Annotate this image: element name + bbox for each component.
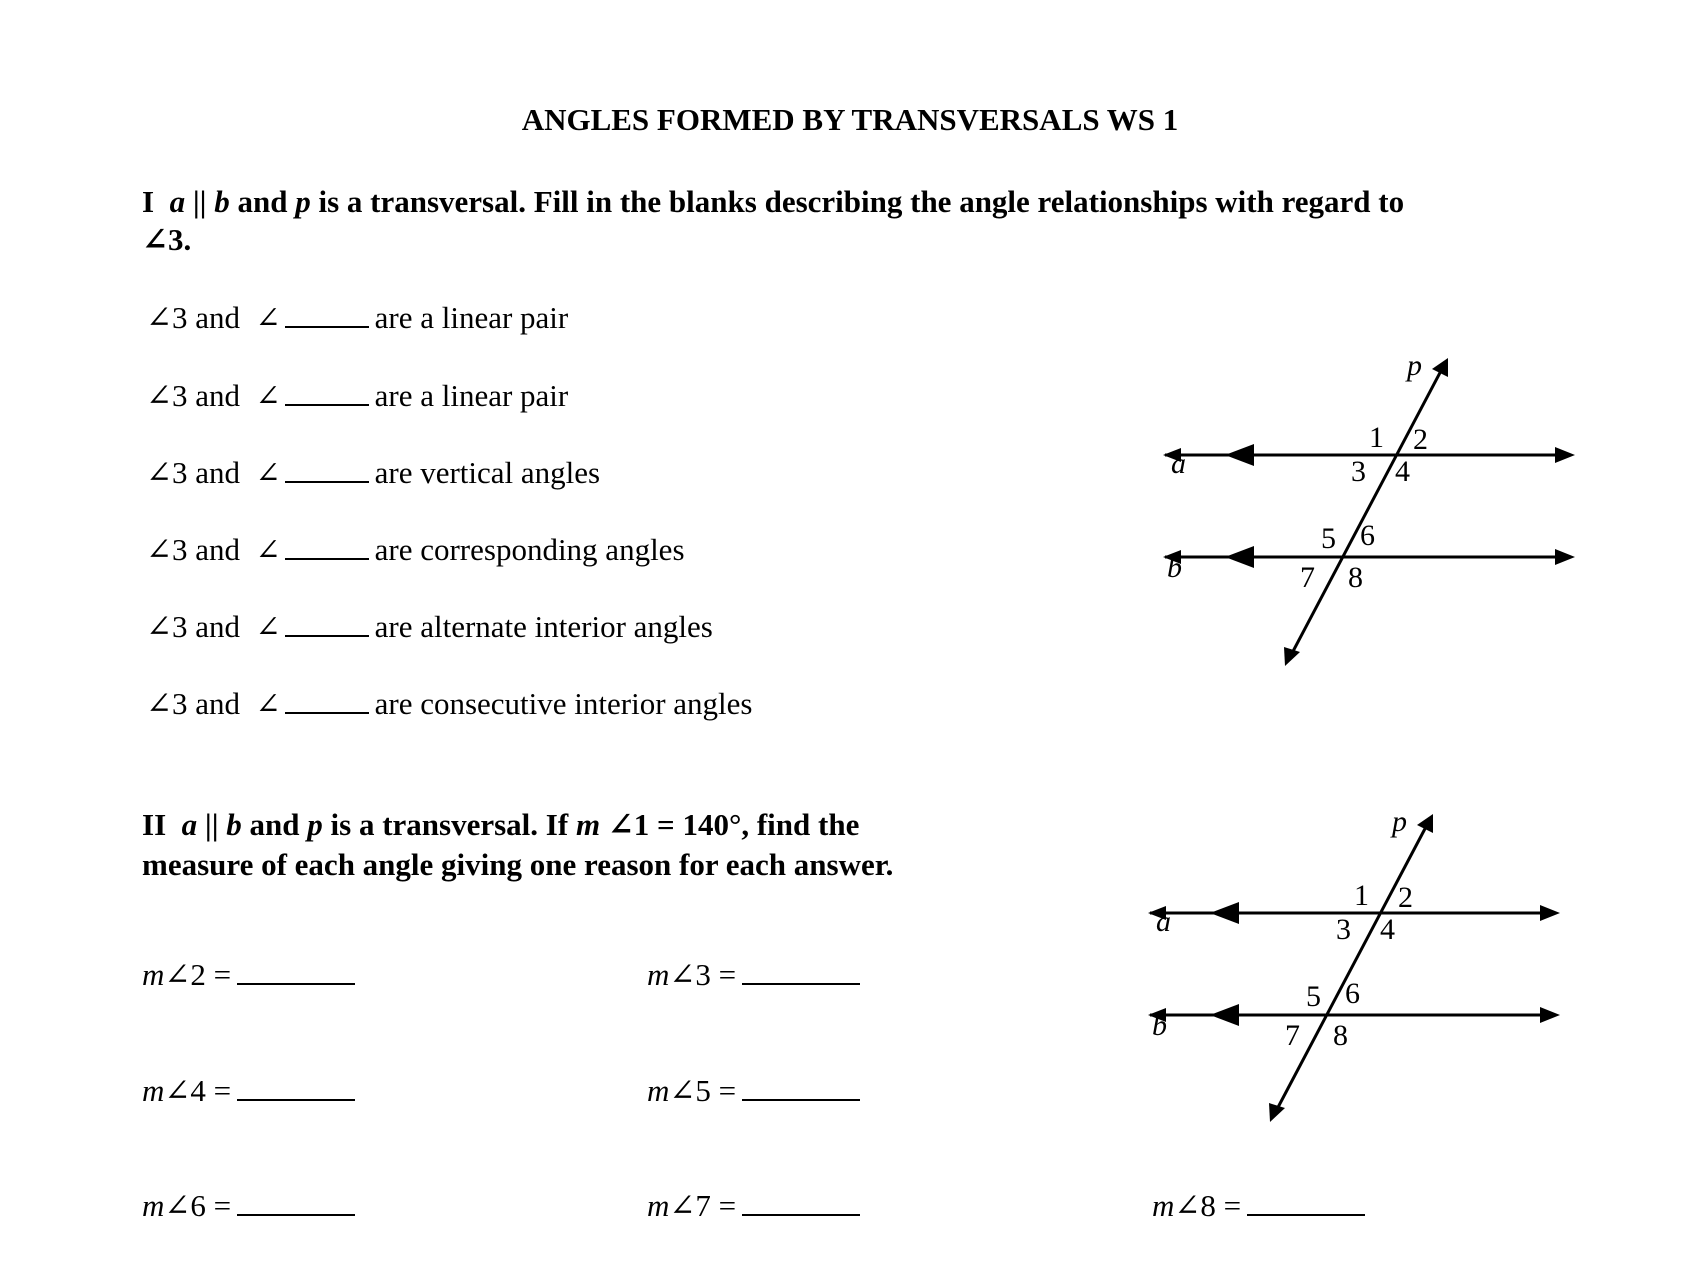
transversal-diagram-2 (1140, 805, 1560, 1120)
angle-label-2: 2 (1413, 423, 1428, 456)
answer-blank[interactable] (285, 403, 369, 406)
angle-label-2: 2 (1398, 881, 1413, 914)
angle-label-3: 3 (1336, 913, 1351, 946)
m-symbol: m (142, 1188, 165, 1223)
angle-symbol: ∠ (255, 534, 281, 567)
answer-blank[interactable] (237, 1098, 355, 1101)
label-line-a: a (1171, 447, 1186, 480)
section-2-condition: ∠1 = 140°, find the (607, 807, 860, 842)
answer-label: ∠7 = (669, 1188, 737, 1223)
section-1-line-1 (142, 183, 1404, 221)
transversal-line (1290, 367, 1443, 657)
section-1-var-a: a (169, 184, 186, 219)
answer-label: ∠8 = (1174, 1188, 1242, 1223)
answer-m8 (1152, 1188, 1365, 1224)
row-relation: are alternate interior angles (374, 609, 713, 644)
section-2-instructions (142, 805, 893, 885)
angle-label-4: 4 (1395, 455, 1410, 488)
answer-blank[interactable] (742, 1213, 860, 1216)
answer-blank[interactable] (742, 1098, 860, 1101)
angle-symbol: ∠ (255, 688, 281, 721)
angle-label-1: 1 (1369, 421, 1384, 454)
section-2-var-m: m (575, 807, 601, 842)
angle-label-6: 6 (1345, 977, 1360, 1010)
row-start: ∠3 and (146, 609, 240, 644)
row-start: ∠3 and (146, 378, 240, 413)
angle-label-7: 7 (1300, 561, 1315, 594)
section-2-var-a: a (181, 807, 198, 842)
answer-m5 (647, 1073, 860, 1109)
relation-row-6 (146, 686, 752, 722)
angle-label-3: 3 (1351, 455, 1366, 488)
arrowhead-b-right (1555, 549, 1575, 565)
answer-blank[interactable] (742, 982, 860, 985)
row-relation: are a linear pair (374, 378, 569, 413)
section-2-parallel: || (204, 807, 219, 842)
arrowhead-p-bottom (1269, 1103, 1285, 1122)
page-title: ANGLES FORMED BY TRANSVERSALS WS 1 (521, 102, 1179, 137)
arrowhead-b-right (1540, 1007, 1560, 1023)
section-1-line-2 (142, 221, 1404, 259)
section-1-numeral: I (142, 184, 155, 219)
m-symbol: m (647, 1188, 670, 1223)
angle-label-7: 7 (1285, 1019, 1300, 1052)
section-2-numeral: II (142, 807, 167, 842)
answer-m6 (142, 1188, 355, 1224)
answer-blank[interactable] (237, 982, 355, 985)
arrowhead-a-right (1555, 447, 1575, 463)
section-2-line-2: measure of each angle giving one reason for each answer. (142, 847, 894, 882)
answer-m4 (142, 1073, 355, 1109)
row-relation: are consecutive interior angles (374, 686, 753, 721)
answer-label: ∠3 = (669, 957, 737, 992)
transversal-line (1275, 823, 1428, 1113)
answer-blank[interactable] (285, 557, 369, 560)
section-2-and: and (249, 807, 300, 842)
section-2-var-p: p (307, 807, 323, 842)
relation-row-2 (146, 378, 568, 414)
angle-symbol: ∠ (255, 302, 281, 335)
section-2-text: is a transversal. If (330, 807, 569, 842)
relation-row-5 (146, 609, 713, 645)
answer-label: ∠5 = (669, 1073, 737, 1108)
m-symbol: m (1152, 1188, 1175, 1223)
m-symbol: m (142, 1073, 165, 1108)
answer-blank[interactable] (285, 634, 369, 637)
answer-blank[interactable] (285, 711, 369, 714)
parallel-marker-a (1210, 902, 1239, 924)
relation-row-3 (146, 455, 600, 491)
parallel-marker-a (1225, 444, 1254, 466)
row-start: ∠3 and (146, 686, 240, 721)
row-start: ∠3 and (146, 455, 240, 490)
answer-blank[interactable] (285, 325, 369, 328)
angle-label-8: 8 (1333, 1019, 1348, 1052)
parallel-marker-b (1210, 1004, 1239, 1026)
relation-row-4 (146, 532, 685, 568)
label-line-b: b (1167, 551, 1182, 584)
m-symbol: m (647, 957, 670, 992)
section-1-angle-number: 3. (167, 222, 192, 257)
answer-blank[interactable] (237, 1213, 355, 1216)
angle-symbol: ∠ (255, 457, 281, 490)
angle-label-5: 5 (1306, 980, 1321, 1013)
section-2-var-b: b (226, 807, 242, 842)
angle-label-6: 6 (1360, 519, 1375, 552)
angle-symbol: ∠ (255, 611, 281, 644)
m-symbol: m (142, 957, 165, 992)
angle-label-4: 4 (1380, 913, 1395, 946)
label-line-a: a (1156, 905, 1171, 938)
arrowhead-a-right (1540, 905, 1560, 921)
row-relation: are vertical angles (374, 455, 601, 490)
angle-label-1: 1 (1354, 879, 1369, 912)
answer-blank[interactable] (1247, 1213, 1365, 1216)
label-transversal: p (1407, 349, 1422, 382)
answer-m2 (142, 957, 355, 993)
section-1-and: and (237, 184, 288, 219)
answer-m3 (647, 957, 860, 993)
arrowhead-p-bottom (1284, 647, 1300, 666)
section-1-angle-symbol: ∠ (142, 222, 168, 257)
answer-blank[interactable] (285, 480, 369, 483)
section-1-instructions (142, 183, 1404, 259)
section-2-line-1 (142, 805, 893, 845)
row-relation: are corresponding angles (374, 532, 685, 567)
row-start: ∠3 and (146, 532, 240, 567)
angle-symbol: ∠ (255, 380, 281, 413)
row-relation: are a linear pair (374, 300, 569, 335)
parallel-marker-b (1225, 546, 1254, 568)
answer-label: ∠2 = (164, 957, 232, 992)
section-1-var-p: p (295, 184, 311, 219)
label-line-b: b (1152, 1009, 1167, 1042)
angle-label-8: 8 (1348, 561, 1363, 594)
section-1-parallel: || (192, 184, 207, 219)
row-start: ∠3 and (146, 300, 240, 335)
angle-label-5: 5 (1321, 522, 1336, 555)
answer-label: ∠6 = (164, 1188, 232, 1223)
m-symbol: m (647, 1073, 670, 1108)
answer-m7 (647, 1188, 860, 1224)
relation-row-1 (146, 300, 568, 336)
section-1-text: is a transversal. Fill in the blanks describing the angle relationships with regard to (318, 184, 1405, 219)
section-1-var-b: b (214, 184, 230, 219)
answer-label: ∠4 = (164, 1073, 232, 1108)
label-transversal: p (1392, 805, 1407, 838)
transversal-diagram-1 (1155, 349, 1575, 665)
